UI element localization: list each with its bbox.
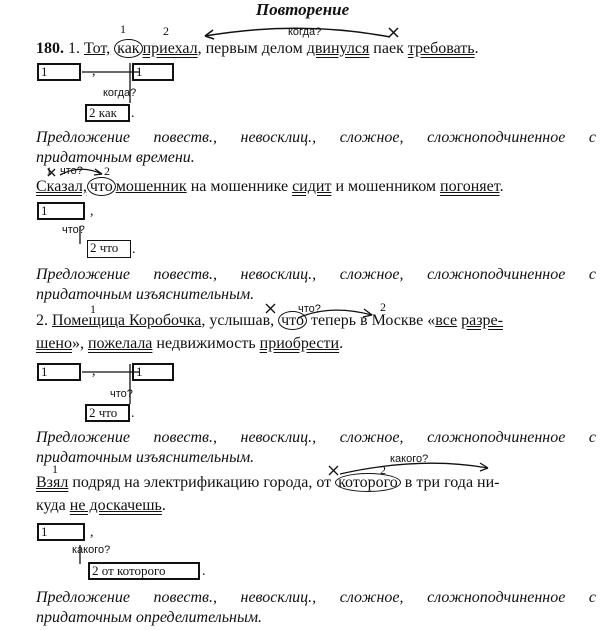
text: и мошенником — [335, 178, 437, 195]
text: в три года ни- — [404, 474, 500, 491]
page-title: Повторение — [255, 0, 350, 19]
conjunction-circled: что — [87, 177, 116, 196]
text: . — [499, 178, 504, 195]
sentence-3-line-1 — [36, 312, 503, 330]
predicate: приобрести — [259, 335, 340, 352]
text: подряд на электрификацию города, от — [72, 474, 332, 491]
conjunction-circled: что — [278, 311, 307, 330]
superscript: 1 — [120, 22, 126, 36]
sentence-3-line-2 — [36, 335, 343, 353]
sentence-4-line-1 — [36, 474, 500, 492]
text: паек — [373, 40, 404, 57]
predicate: Взял — [36, 474, 69, 491]
exercise-number: 180. — [36, 40, 64, 57]
question-label: что? — [60, 165, 83, 177]
sentence-1 — [36, 40, 479, 58]
predicate: приехал — [142, 40, 198, 57]
sentence-description: Предложение повеств., невосклиц., сложное, сложноподчиненное с придаточным времени. — [36, 129, 596, 166]
predicate: пожелала — [87, 335, 153, 352]
subject: все — [435, 312, 458, 329]
sentence-description: Предложение повеств., невосклиц., сложное, сложноподчиненное с придаточным изъяснительным. — [36, 266, 596, 303]
item-number: 1. — [68, 40, 80, 57]
scheme-subordinate: 2 что — [87, 240, 131, 258]
scheme-main-right: 1 — [132, 363, 174, 381]
question-label: что? — [298, 303, 321, 315]
scheme-subordinate: 2 как — [85, 104, 130, 122]
scheme-question: когда? — [103, 87, 137, 99]
scheme-question: какого? — [72, 544, 111, 556]
question-label: когда? — [288, 26, 322, 38]
predicate: погоняет — [440, 178, 500, 195]
sentence-2 — [36, 178, 504, 196]
predicate: Сказал, — [36, 178, 87, 195]
scheme-comma: , — [90, 204, 94, 219]
superscript: 1 — [52, 462, 58, 476]
superscript: 2 — [380, 300, 386, 314]
predicate: не доскачешь — [69, 497, 162, 514]
item-number: 2. — [36, 312, 48, 329]
text: . — [161, 497, 166, 514]
scheme-subordinate: 2 от которого — [88, 562, 200, 580]
text: недвижимость — [156, 335, 256, 352]
scheme-main: 1 — [37, 523, 85, 541]
superscript: 1 — [46, 164, 52, 178]
sentence-description: Предложение повеств., невосклиц., сложное, сложноподчиненное с придаточным изъяснительным. — [36, 429, 596, 466]
text: , первым делом — [197, 40, 303, 57]
sentence-4-line-2 — [36, 497, 166, 515]
predicate: шено — [36, 335, 72, 352]
scheme-question: что? — [62, 224, 85, 236]
text: куда — [36, 497, 66, 514]
superscript: 1 — [90, 302, 96, 316]
predicate: разре- — [461, 312, 503, 329]
scheme-dot: . — [132, 242, 136, 257]
word: Тот, — [84, 40, 111, 57]
scheme-comma: , — [90, 525, 94, 540]
cross-icon — [389, 28, 398, 37]
scheme-subordinate: 2 что — [85, 404, 130, 422]
question-label: какого? — [390, 453, 429, 465]
text: теперь в Москве « — [310, 312, 436, 329]
scheme-question: что? — [110, 388, 133, 400]
scheme-comma: , — [92, 64, 96, 79]
scheme-main-left: 1 — [37, 363, 81, 381]
superscript: 2 — [163, 24, 169, 38]
scheme-dot: . — [131, 106, 135, 121]
predicate: сидит — [292, 178, 332, 195]
conjunction-circled: как — [114, 39, 142, 58]
scheme-dot: . — [202, 564, 206, 579]
text: », — [71, 335, 84, 352]
text: на мошеннике — [190, 178, 289, 195]
superscript: 2 — [380, 463, 386, 477]
predicate: двинулся — [306, 40, 370, 57]
text: . — [474, 40, 479, 57]
subject: Помещица Коробочка — [52, 312, 202, 329]
scheme-main-left: 1 — [37, 63, 81, 81]
superscript: 2 — [104, 164, 110, 178]
scheme-comma: , — [92, 364, 96, 379]
subject: мошенник — [115, 178, 187, 195]
conjunction-circled: которого — [335, 473, 401, 492]
text: . — [339, 335, 344, 352]
sentence-description: Предложение повеств., невосклиц., сложное, сложноподчиненное с придаточным определительным. — [36, 589, 596, 626]
predicate: требовать — [407, 40, 475, 57]
text: , услышав, — [201, 312, 275, 329]
scheme-dot: . — [131, 406, 135, 421]
scheme-main-right: 1 — [132, 63, 174, 81]
scheme-main: 1 — [37, 202, 85, 220]
